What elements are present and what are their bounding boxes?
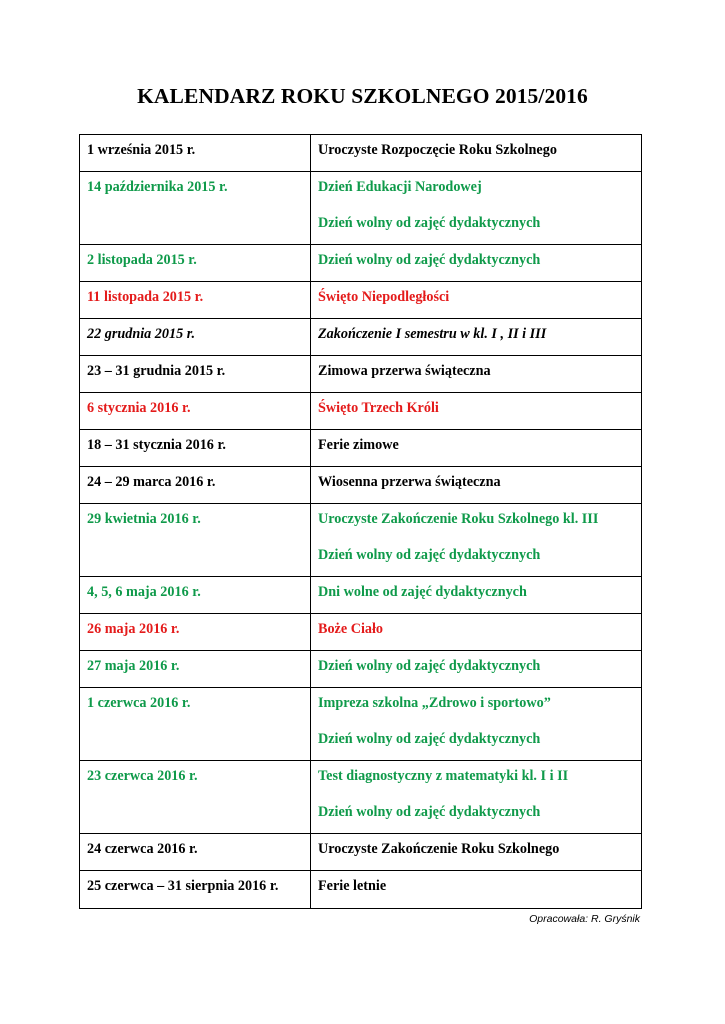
table-row: [80, 135, 642, 172]
date-cell: 11 listopada 2015 r.: [80, 282, 311, 319]
event-cell: [311, 761, 642, 834]
event-text: Dzień wolny od zajęć dydaktycznych: [318, 804, 541, 820]
table-row: [80, 319, 642, 356]
date-cell: 6 stycznia 2016 r.: [80, 393, 311, 430]
event-text: Uroczyste Zakończenie Roku Szkolnego kl. III: [318, 511, 599, 527]
table-row: [80, 282, 642, 319]
event-text: Test diagnostyczny z matematyki kl. I i II: [318, 768, 569, 784]
event-text: Dzień wolny od zajęć dydaktycznych: [318, 252, 541, 268]
date-cell: 26 maja 2016 r.: [80, 614, 311, 651]
event-cell: [311, 614, 642, 651]
event-cell: [311, 282, 642, 319]
date-cell: 23 – 31 grudnia 2015 r.: [80, 356, 311, 393]
event-text: Ferie letnie: [318, 878, 387, 894]
table-row: [80, 651, 642, 688]
table-row: [80, 614, 642, 651]
event-text: Boże Ciało: [318, 621, 384, 637]
date-cell: 1 września 2015 r.: [80, 135, 311, 172]
date-cell: 23 czerwca 2016 r.: [80, 761, 311, 834]
event-cell: [311, 245, 642, 282]
event-cell: [311, 834, 642, 871]
event-cell: [311, 393, 642, 430]
event-text: Dzień wolny od zajęć dydaktycznych: [318, 731, 541, 747]
event-text: Dzień Edukacji Narodowej: [318, 179, 482, 195]
table-row: [80, 577, 642, 614]
table-row: [80, 688, 642, 761]
date-cell: 29 kwietnia 2016 r.: [80, 504, 311, 577]
event-cell: [311, 688, 642, 761]
event-text: Zimowa przerwa świąteczna: [318, 363, 491, 379]
table-row: [80, 871, 642, 909]
date-cell: 4, 5, 6 maja 2016 r.: [80, 577, 311, 614]
footer-credit: Opracowała: R. Gryśnik: [529, 913, 640, 925]
event-cell: [311, 356, 642, 393]
table-row: [80, 467, 642, 504]
event-text: Dzień wolny od zajęć dydaktycznych: [318, 658, 541, 674]
date-cell: 14 października 2015 r.: [80, 172, 311, 245]
table-row: [80, 834, 642, 871]
date-cell: 18 – 31 stycznia 2016 r.: [80, 430, 311, 467]
event-text: Święto Niepodległości: [318, 289, 450, 305]
date-cell: 2 listopada 2015 r.: [80, 245, 311, 282]
date-cell: 25 czerwca – 31 sierpnia 2016 r.: [80, 871, 311, 909]
date-cell: 1 czerwca 2016 r.: [80, 688, 311, 761]
table-row: [80, 430, 642, 467]
event-text: Uroczyste Zakończenie Roku Szkolnego: [318, 841, 560, 857]
date-cell: 24 czerwca 2016 r.: [80, 834, 311, 871]
event-text: Dzień wolny od zajęć dydaktycznych: [318, 547, 541, 563]
event-text: Uroczyste Rozpoczęcie Roku Szkolnego: [318, 142, 557, 158]
event-text: Ferie zimowe: [318, 437, 399, 453]
event-text: Impreza szkolna „Zdrowo i sportowo”: [318, 695, 551, 711]
event-text: Dni wolne od zajęć dydaktycznych: [318, 584, 527, 600]
event-cell: [311, 135, 642, 172]
date-cell: 27 maja 2016 r.: [80, 651, 311, 688]
event-cell: [311, 871, 642, 909]
page-title: KALENDARZ ROKU SZKOLNEGO 2015/2016: [137, 84, 588, 109]
event-cell: [311, 172, 642, 245]
event-text: Zakończenie I semestru w kl. I , II i III: [318, 326, 547, 342]
table-row: [80, 172, 642, 245]
event-cell: [311, 577, 642, 614]
event-text: Wiosenna przerwa świąteczna: [318, 474, 501, 490]
table-row: [80, 504, 642, 577]
table-row: [80, 245, 642, 282]
event-cell: [311, 651, 642, 688]
calendar-table-body: [80, 135, 642, 909]
calendar-table: [79, 134, 642, 909]
event-text: Dzień wolny od zajęć dydaktycznych: [318, 215, 541, 231]
table-row: [80, 356, 642, 393]
date-cell: 22 grudnia 2015 r.: [80, 319, 311, 356]
date-cell: 24 – 29 marca 2016 r.: [80, 467, 311, 504]
table-row: [80, 393, 642, 430]
event-cell: [311, 319, 642, 356]
table-row: [80, 761, 642, 834]
event-cell: [311, 430, 642, 467]
event-cell: [311, 467, 642, 504]
event-text: Święto Trzech Króli: [318, 400, 439, 416]
event-cell: [311, 504, 642, 577]
